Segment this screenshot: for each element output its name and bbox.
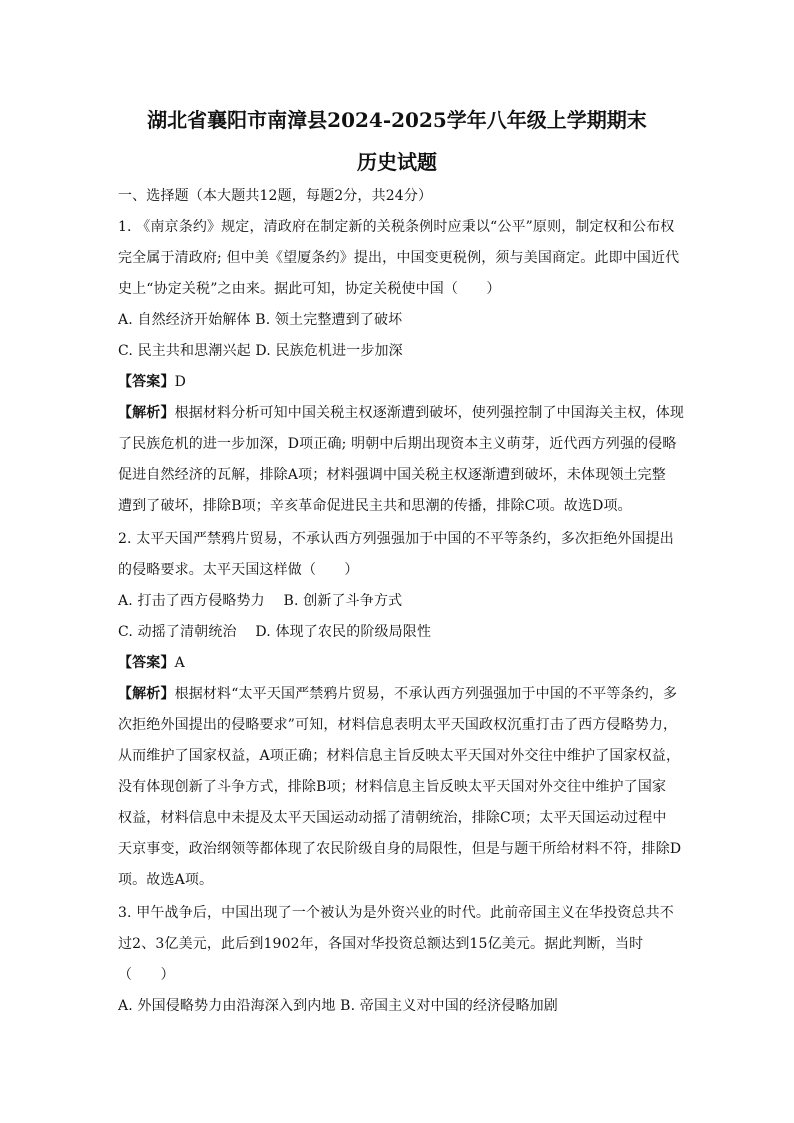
q1-stem-line: 史上“协定关税”之由来。据此可知，协定关税使中国（ ） xyxy=(118,281,501,297)
q2-analysis-line: 项。故选A项。 xyxy=(118,872,214,888)
q1-analysis-line: 遭到了破坏，排除B项；辛亥革命促进民主共和思潮的传播，排除C项。故选D项。 xyxy=(118,498,632,514)
q2-analysis-line: 没有体现创新了斗争方式，排除B项；材料信息主旨反映太平天国对外交往中维护了国家 xyxy=(118,779,667,795)
answer-label: 【答案】 xyxy=(118,655,175,671)
q2-option-line: C. 动摇了清朝统治 D. 体现了农民的阶级局限性 xyxy=(118,624,432,640)
q1-stem-line: 完全属于清政府; 但中美《望厦条约》提出，中国变更税例，须与美国商定。此即中国近代 xyxy=(118,250,680,266)
q3-stem-line: 3. 甲午战争后，中国出现了一个被认为是外资兴业的时代。此前帝国主义在华投资总共不 xyxy=(118,905,674,921)
q2-option-line: A. 打击了西方侵略势力 B. 创新了斗争方式 xyxy=(118,593,403,609)
answer-value: D xyxy=(174,374,186,390)
analysis-label: 【解析】 xyxy=(118,686,175,702)
q3-stem-line: （ ） xyxy=(118,967,175,983)
answer-value: A xyxy=(174,655,185,671)
q1-answer xyxy=(118,373,186,391)
q1-analysis-line: 促进自然经济的瓦解，排除A项；材料强调中国关税主权逐渐遭到破坏，未体现领土完整 xyxy=(118,467,666,483)
analysis-label: 【解析】 xyxy=(118,405,175,421)
q2-analysis-line xyxy=(118,685,677,703)
analysis-text: 根据材料分析可知中国关税主权逐渐遭到破坏，使列强控制了中国海关主权，体现 xyxy=(174,405,685,421)
q2-analysis-line: 天京事变，政治纲领等都体现了农民阶级自身的局限性，但是与题干所给材料不符，排除D xyxy=(118,841,682,857)
q1-stem-line: 1. 《南京条约》规定，清政府在制定新的关税条例时应秉以“公平”原则，制定权和公布权 xyxy=(118,219,675,235)
q2-analysis-line: 权益，材料信息中未提及太平天国运动动摇了清朝统治，排除C项；太平天国运动过程中 xyxy=(118,810,667,826)
analysis-text: 根据材料“太平天国严禁鸦片贸易，不承认西方列强强加于中国的不平等条约，多 xyxy=(174,686,678,702)
q2-stem-line: 2. 太平天国严禁鸦片贸易，不承认西方列强强加于中国的不平等条约，多次拒绝外国提出 xyxy=(118,531,674,547)
q2-analysis-line: 次拒绝外国提出的侵略要求”可知，材料信息表明太平天国政权沉重打击了西方侵略势力， xyxy=(118,717,678,733)
q1-analysis-line: 了民族危机的进一步加深，D项正确; 明朝中后期出现资本主义萌芽，近代西方列强的侵略 xyxy=(118,436,677,452)
q2-stem-line: 的侵略要求。太平天国这样做（ ） xyxy=(118,562,359,578)
q1-option-line: C. 民主共和思潮兴起 D. 民族危机进一步加深 xyxy=(118,343,403,359)
exam-subtitle: 历史试题 xyxy=(357,150,437,174)
q1-option-line: A. 自然经济开始解体 B. 领土完整遭到了破坏 xyxy=(118,312,403,328)
section-heading: 一、选择题（本大题共12题，每题2分，共24分） xyxy=(118,188,433,204)
q3-stem-line: 过2、3亿美元，此后到1902年，各国对华投资总额达到15亿美元。据此判断，当时 xyxy=(118,936,644,952)
exam-title: 湖北省襄阳市南漳县2024-2025学年八年级上学期期末 xyxy=(147,108,647,132)
q2-analysis-line: 从而维护了国家权益，A项正确；材料信息主旨反映太平天国对外交往中维护了国家权益， xyxy=(118,748,681,764)
q3-option-line: A. 外国侵略势力由沿海深入到内地 B. 帝国主义对中国的经济侵略加剧 xyxy=(118,998,558,1014)
answer-label: 【答案】 xyxy=(118,374,175,390)
q2-answer xyxy=(118,654,185,672)
q1-analysis-line xyxy=(118,404,684,422)
